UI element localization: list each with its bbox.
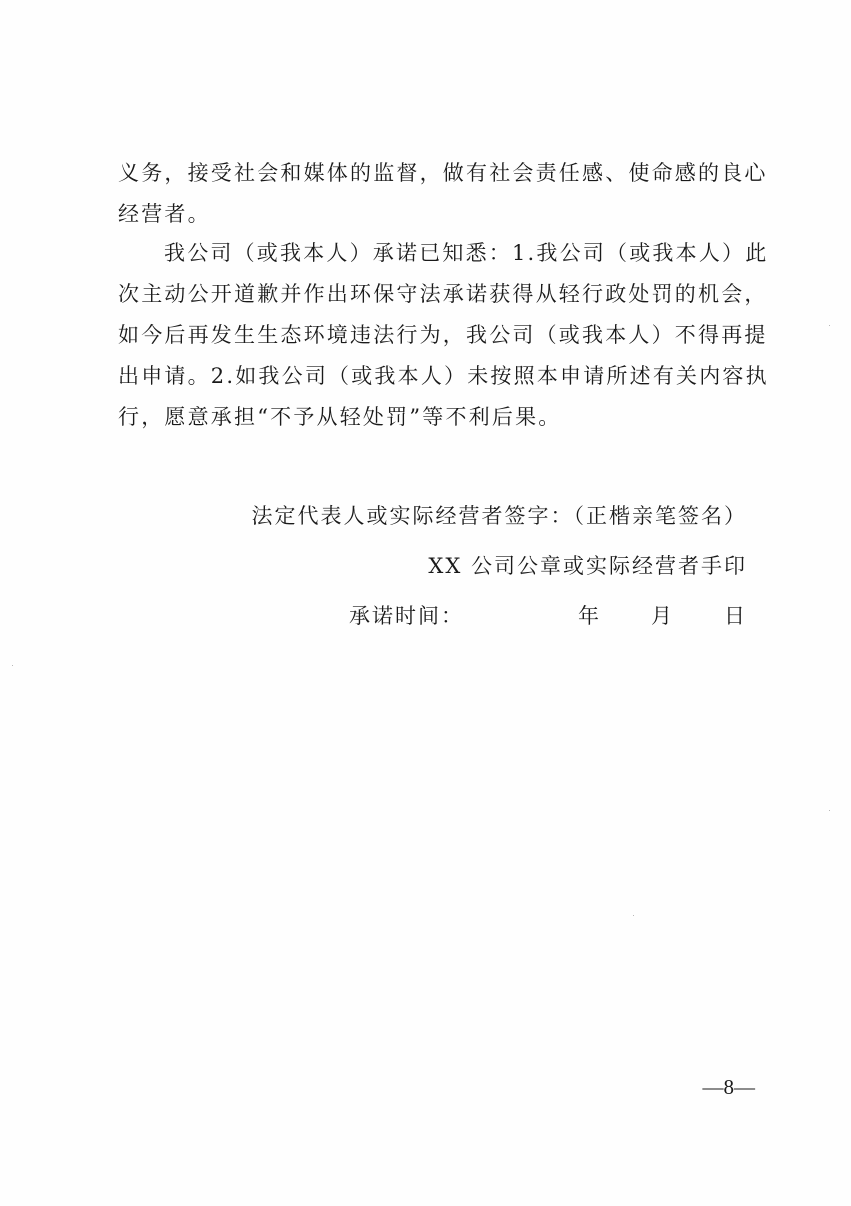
paragraph-commitment bbox=[118, 233, 769, 438]
paragraph-obligations bbox=[118, 153, 768, 235]
representative-signature-line: 法定代表人或实际经营者签字：（正楷亲笔签名） bbox=[251, 504, 747, 528]
page-number: —8— bbox=[702, 1075, 755, 1099]
date-label: 承诺时间： bbox=[349, 604, 464, 628]
scan-speck bbox=[829, 810, 830, 811]
scan-speck bbox=[12, 665, 13, 666]
text-line: 如今后再发生生态环境违法行为，我公司（或我本人）不得再提 bbox=[118, 323, 768, 347]
scan-speck bbox=[829, 325, 830, 326]
signature-block bbox=[252, 491, 748, 641]
text-line: 我公司（或我本人）承诺已知悉：1.我公司（或我本人）此 bbox=[164, 241, 769, 265]
text-line: 出申请。2.如我公司（或我本人）未按照本申请所述有关内容执 bbox=[118, 364, 769, 388]
text-line: 次主动公开道歉并作出环保守法承诺获得从轻行政处罚的机会， bbox=[118, 282, 768, 306]
text-line: 行，愿意承担“不予从轻处罚”等不利后果。 bbox=[118, 405, 562, 429]
seal-line: XX 公司公章或实际经营者手印 bbox=[428, 554, 747, 578]
scan-speck bbox=[633, 915, 634, 916]
commitment-date-line bbox=[252, 591, 748, 641]
date-year: 年 bbox=[578, 604, 601, 628]
date-month: 月 bbox=[651, 604, 674, 628]
text-line: 经营者。 bbox=[118, 202, 211, 226]
date-day: 日 bbox=[724, 604, 747, 628]
text-line: 义务，接受社会和媒体的监督，做有社会责任感、使命感的良心 bbox=[118, 161, 768, 185]
